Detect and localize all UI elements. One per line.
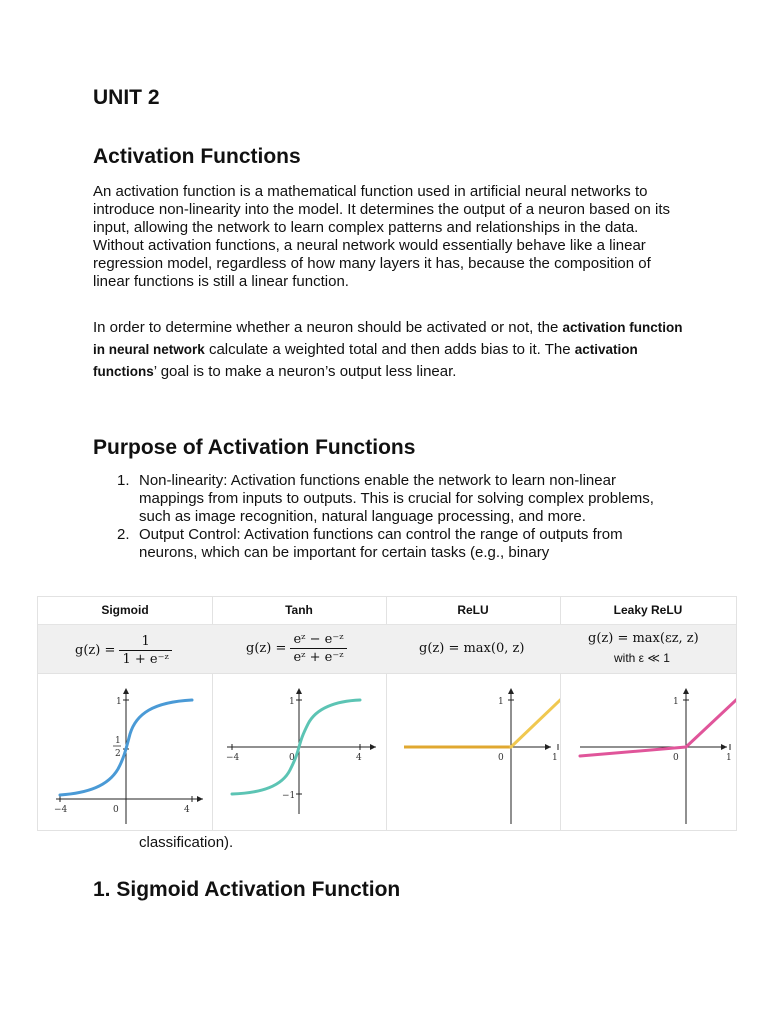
relu-title: ReLU bbox=[386, 597, 560, 625]
leaky-relu-title: Leaky ReLU bbox=[560, 597, 736, 625]
intro-paragraph: An activation function is a mathematical function used in artificial neural networks to introduce non-linearity into the model. It determines the output of a neuron based on its input, allowing the network to learn complex patterns and relationships in the data. Without activation functions, a neural network would essentially behave like a linear regression model, regardless of how many layers it has, because the composition of linear functions is still a linear function. bbox=[93, 183, 671, 290]
sigmoid-formula-lhs: g(z) = bbox=[75, 643, 116, 658]
list-number: 2. bbox=[117, 526, 130, 543]
unit-heading: UNIT 2 bbox=[93, 86, 160, 109]
relu-panel bbox=[386, 597, 561, 830]
sigmoid-y-tick-half-num: 1 bbox=[115, 736, 121, 746]
relu-x-tick-zero: 0 bbox=[498, 753, 504, 763]
sigmoid-formula-denominator: 1 + e⁻ᶻ bbox=[122, 652, 169, 667]
para2-bold-term-1: activation function in neural network bbox=[93, 320, 683, 357]
sigmoid-section-heading: 1. Sigmoid Activation Function bbox=[93, 878, 401, 901]
tanh-formula-lhs: g(z) = bbox=[246, 641, 287, 656]
sigmoid-formula bbox=[38, 625, 212, 674]
tanh-formula-denominator: eᶻ + e⁻ᶻ bbox=[293, 650, 344, 665]
second-paragraph bbox=[93, 317, 683, 383]
leaky-relu-positive-segment bbox=[686, 685, 736, 747]
sigmoid-plot bbox=[38, 674, 212, 830]
leaky-relu-formula bbox=[560, 625, 736, 674]
relu-y-tick-1: 1 bbox=[498, 697, 504, 707]
leaky-relu-formula-text: g(z) = max(εz, z) bbox=[588, 631, 699, 646]
relu-formula-text: g(z) = max(0, z) bbox=[419, 641, 525, 656]
sigmoid-y-tick-half-den: 2 bbox=[115, 749, 121, 759]
sigmoid-x-tick-right: 4 bbox=[184, 805, 190, 815]
sigmoid-y-tick-1: 1 bbox=[116, 697, 122, 707]
list-item bbox=[93, 472, 683, 526]
leaky-relu-x-tick-one: 1 bbox=[726, 753, 732, 763]
tanh-x-tick-left: −4 bbox=[226, 753, 240, 763]
leaky-relu-plot bbox=[560, 674, 736, 830]
tanh-x-tick-zero: 0 bbox=[289, 753, 295, 763]
tanh-panel bbox=[212, 597, 387, 830]
leaky-relu-y-tick-1: 1 bbox=[673, 697, 679, 707]
activation-functions-figure bbox=[37, 596, 737, 831]
leaky-relu-formula-note: with ε ≪ 1 bbox=[614, 651, 670, 665]
sigmoid-title: Sigmoid bbox=[38, 597, 212, 625]
list-item-text: Output Control: Activation functions can control the range of outputs from neurons, which can be important for certain tasks (e.g., binary bbox=[139, 526, 623, 561]
tanh-plot bbox=[212, 674, 386, 830]
relu-formula bbox=[386, 625, 560, 674]
activation-functions-heading: Activation Functions bbox=[93, 145, 301, 168]
relu-positive-segment bbox=[511, 684, 560, 747]
tanh-formula bbox=[212, 625, 386, 674]
para2-text-c: ’ goal is to make a neuron’s output less linear. bbox=[153, 363, 457, 380]
purpose-list bbox=[93, 472, 683, 562]
tanh-x-tick-right: 4 bbox=[356, 753, 362, 763]
para2-bold-term-2: activation functions bbox=[93, 342, 638, 379]
list-continuation: classification). bbox=[139, 834, 234, 851]
list-item bbox=[93, 526, 683, 562]
sigmoid-x-tick-left: −4 bbox=[54, 805, 68, 815]
sigmoid-panel bbox=[38, 597, 213, 830]
tanh-formula-numerator: eᶻ − e⁻ᶻ bbox=[290, 632, 346, 649]
relu-x-tick-one: 1 bbox=[552, 753, 558, 763]
tanh-y-tick-1: 1 bbox=[289, 697, 295, 707]
para2-text-a: In order to determine whether a neuron should be activated or not, the bbox=[93, 319, 563, 336]
leaky-relu-negative-segment bbox=[580, 747, 686, 756]
list-number: 1. bbox=[117, 472, 130, 489]
list-item-text: Non-linearity: Activation functions enable the network to learn non-linear mappings from inputs to outputs. This is crucial for solving complex problems, such as image recognition, natural language processing, and more. bbox=[139, 472, 654, 525]
tanh-title: Tanh bbox=[212, 597, 386, 625]
purpose-heading: Purpose of Activation Functions bbox=[93, 436, 416, 459]
sigmoid-x-tick-zero: 0 bbox=[113, 805, 119, 815]
leaky-relu-panel bbox=[560, 597, 736, 830]
relu-plot bbox=[386, 674, 560, 830]
leaky-relu-x-tick-zero: 0 bbox=[673, 753, 679, 763]
sigmoid-formula-numerator: 1 bbox=[119, 634, 171, 651]
tanh-y-tick-neg1: −1 bbox=[282, 791, 296, 801]
para2-text-b: calculate a weighted total and then adds bias to it. The bbox=[204, 341, 575, 358]
